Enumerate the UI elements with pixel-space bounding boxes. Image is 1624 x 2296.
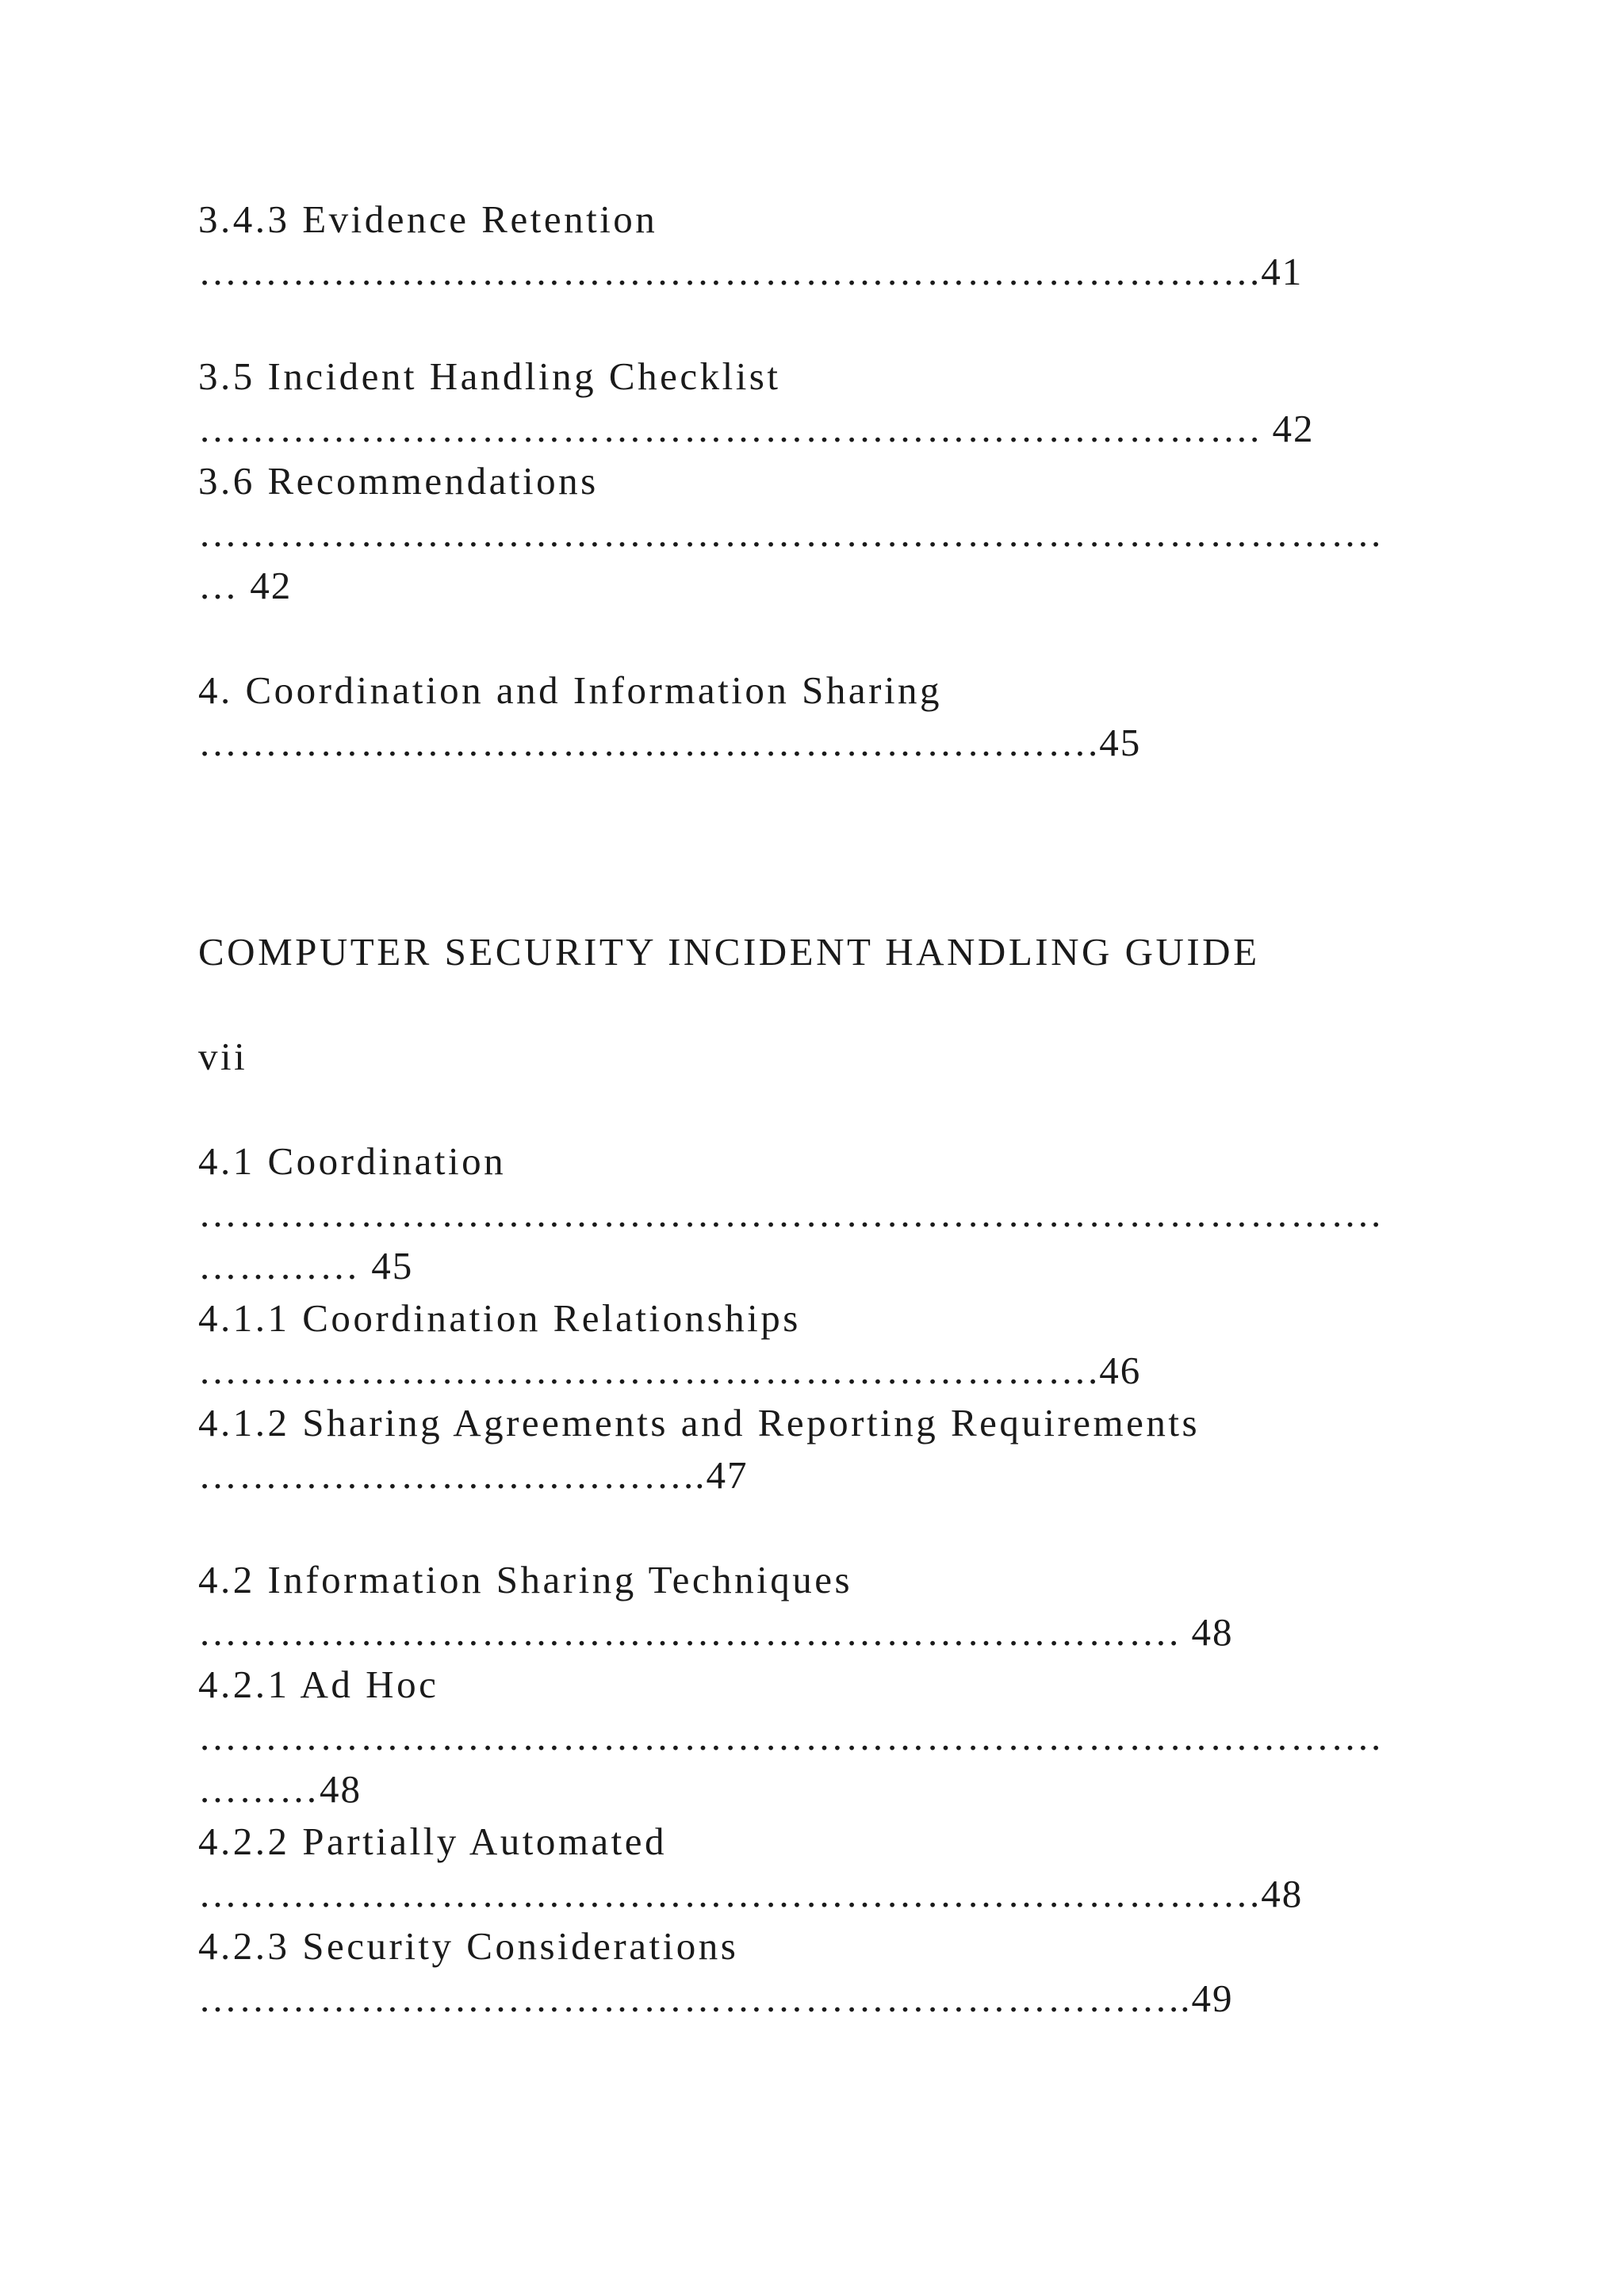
toc-entry-leader-4-2-2: …………………………………………………………………….48 bbox=[198, 1872, 1304, 1915]
toc-entry-leader-4-1-cont: ………… 45 bbox=[198, 1244, 414, 1288]
toc-entry-leader-3-4-3: …………………………………………………………………….41 bbox=[198, 250, 1304, 293]
toc-entry-title-4-1: 4.1 Coordination bbox=[198, 1139, 507, 1183]
toc-entry-leader-4-2-3: ………………………………………………………………..49 bbox=[198, 1976, 1234, 2020]
toc-entry-title-4-2-3: 4.2.3 Security Considerations bbox=[198, 1924, 739, 1968]
toc-entry-leader-4-1-1: ………………………………………………………….46 bbox=[198, 1349, 1142, 1392]
toc-entry-leader-4-2-1: ……………………………………………………………………………. bbox=[198, 1715, 1383, 1758]
toc-entry-title-4-2-1: 4.2.1 Ad Hoc bbox=[198, 1663, 439, 1706]
toc-entry-title-4-1-1: 4.1.1 Coordination Relationships bbox=[198, 1296, 801, 1340]
toc-entry-title-3-6: 3.6 Recommendations bbox=[198, 459, 599, 503]
toc-entry-leader-4-2: ………………………………………………………………. 48 bbox=[198, 1610, 1234, 1654]
toc-entry-title-4-2-2: 4.2.2 Partially Automated bbox=[198, 1820, 668, 1863]
toc-entry-leader-3-6: ……………………………………………………………………………. bbox=[198, 511, 1383, 555]
toc-entry-title-4-2: 4.2 Information Sharing Techniques bbox=[198, 1558, 853, 1601]
toc-entry-title-4: 4. Coordination and Information Sharing bbox=[198, 668, 943, 712]
toc-entry-leader-3-5: ……………………………………………………………………. 42 bbox=[198, 407, 1315, 450]
toc-entry-leader-4: ………………………………………………………….45 bbox=[198, 721, 1142, 764]
running-header: COMPUTER SECURITY INCIDENT HANDLING GUIDE bbox=[198, 930, 1260, 974]
toc-entry-leader-4-2-1-cont: ………48 bbox=[198, 1767, 362, 1811]
toc-entry-title-3-4-3: 3.4.3 Evidence Retention bbox=[198, 197, 658, 241]
toc-entry-title-4-1-2: 4.1.2 Sharing Agreements and Reporting Requirements bbox=[198, 1401, 1201, 1445]
page-number: vii bbox=[198, 1035, 248, 1078]
toc-entry-leader-4-1-2: ………………………………..47 bbox=[198, 1453, 749, 1497]
toc-entry-leader-3-6-cont: … 42 bbox=[198, 564, 293, 607]
toc-entry-leader-4-1: ……………………………………………………………………………. bbox=[198, 1192, 1383, 1235]
toc-entry-title-3-5: 3.5 Incident Handling Checklist bbox=[198, 354, 781, 398]
